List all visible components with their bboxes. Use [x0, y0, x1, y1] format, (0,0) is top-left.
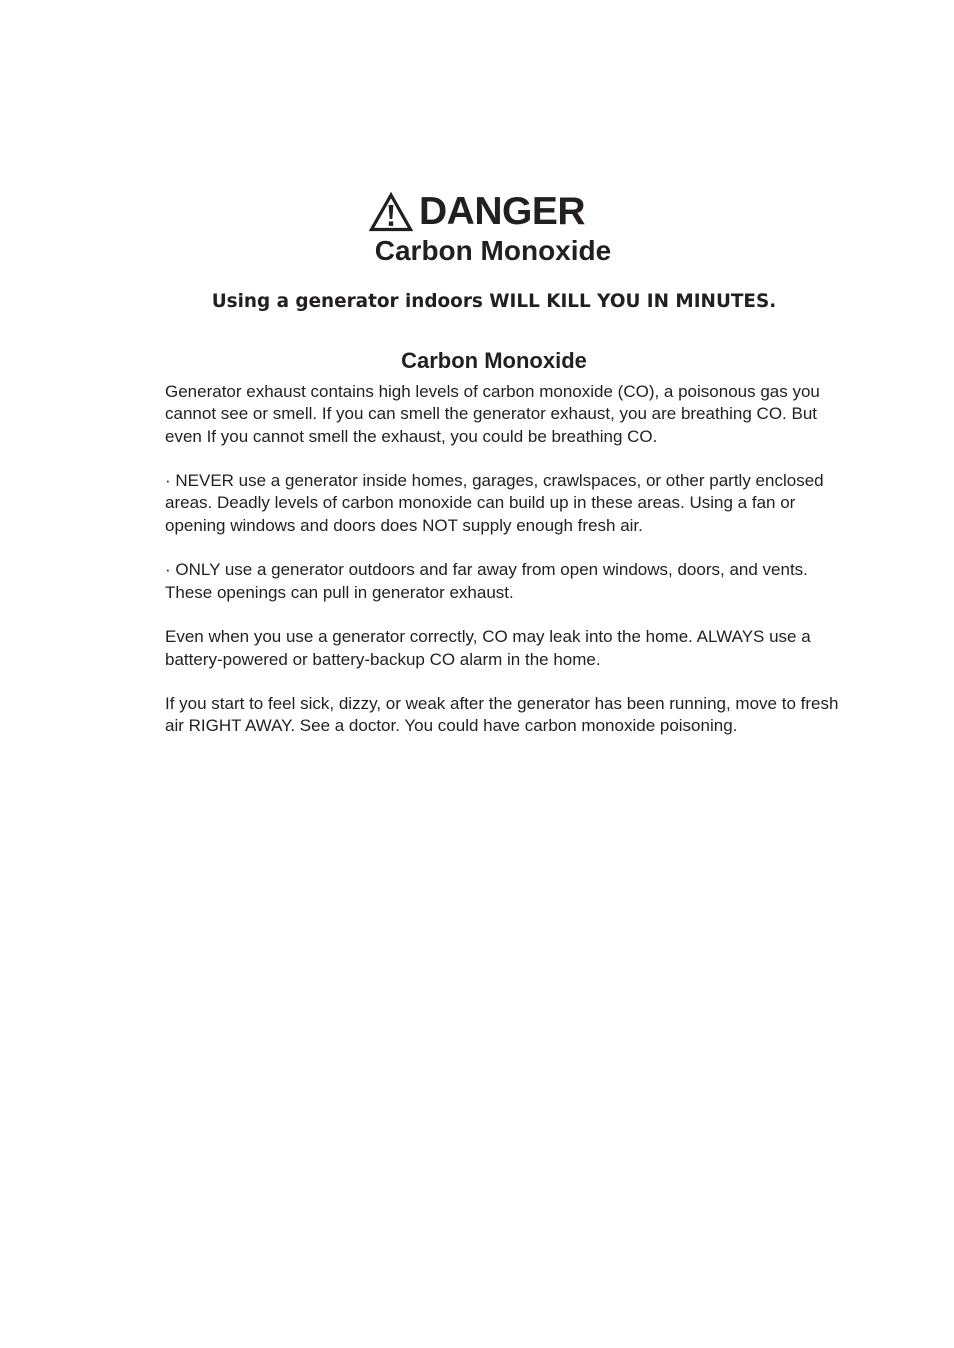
- warning-emphasis: WILL KILL YOU IN MINUTES.: [489, 291, 777, 312]
- header-subtitle: Carbon Monoxide: [374, 235, 612, 266]
- section-title: Carbon Monoxide: [401, 348, 587, 373]
- section-body: [165, 381, 840, 760]
- paragraph-only-outdoors: · ONLY use a generator outdoors and far away from open windows, doors, and vents. These openings can pull in generator exhaust.: [165, 560, 808, 602]
- danger-signal-word: DANGER: [418, 190, 585, 233]
- danger-signal-line: [369, 189, 585, 235]
- warning-statement: [0, 288, 954, 316]
- paragraph-co-alarm: Even when you use a generator correctly, CO may leak into the home. ALWAYS use a battery-powered or battery-backup CO alarm in the home.: [165, 627, 811, 669]
- warning-lead: Using a generator indoors: [211, 291, 490, 312]
- paragraph-intro: Generator exhaust contains high levels of carbon monoxide (CO), a poisonous gas you cannot see or smell. If you can smell the generator exhaust, you are breathing CO. But even If you cannot smell the exhaust, you could be breathing CO.: [165, 382, 820, 446]
- danger-header: [0, 189, 954, 237]
- paragraph-symptoms: If you start to feel sick, dizzy, or weak after the generator has been running, move to fresh air RIGHT AWAY. See a doctor. You could have carbon monoxide poisoning.: [165, 694, 839, 736]
- paragraph-never-indoors: · NEVER use a generator inside homes, garages, crawlspaces, or other partly enclosed areas. Deadly levels of carbon monoxide can build up in these areas. Using a fan or opening windows and doors does NOT supply enough fresh air.: [165, 471, 824, 535]
- warning-triangle-icon: [369, 192, 413, 232]
